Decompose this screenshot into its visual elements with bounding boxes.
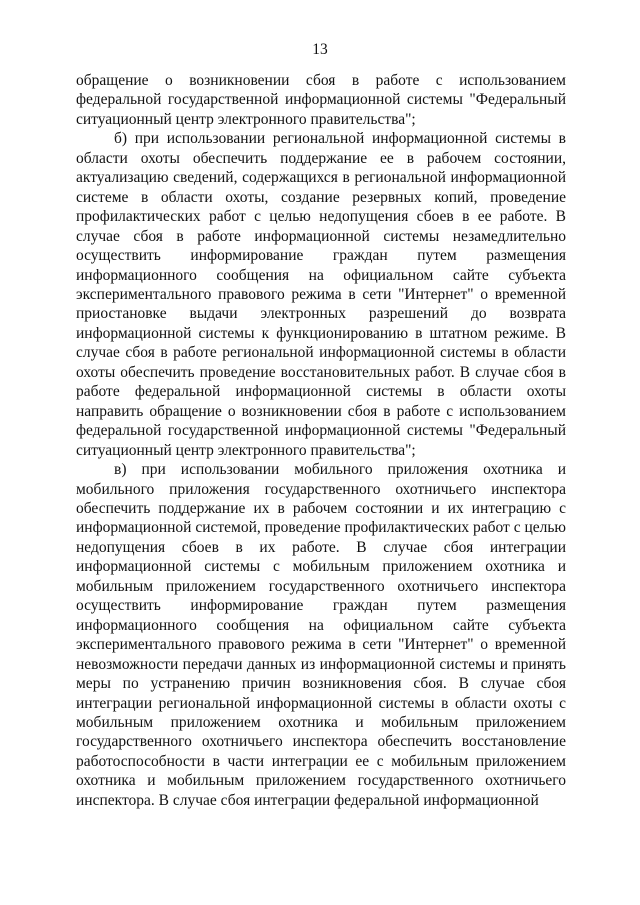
paragraph-continuation: обращение о возникновении сбоя в работе с использованием федеральной государственной информационной системы "Федеральный ситуационный центр электронного правительства"; <box>76 72 566 128</box>
paragraph-item-v: в) при использовании мобильного приложения охотника и мобильного приложения государственного охотничьего инспектора обеспечить поддержание их в рабочем состоянии и их интеграцию с информационной системой, проведение профилактических работ с целью недопущения сбоев в их работе. В случае сбоя интеграции информационной системы с мобильным приложением охотника и мобильным приложением государственного охотничьего инспектора осуществить информирование граждан путем размещения информационного сообщения на официальном сайте субъекта экспериментального правового режима в сети "Интернет" о временной невозможности передачи данных из информационной системы и принять меры по устранению причин возникновения сбоя. В случае сбоя интеграции региональной информационной системы в области охоты с мобильным приложением охотника и мобильным приложением государственного охотничьего инспектора обеспечить восстановление работоспособности в части интеграции ее с мобильным приложением охотника и мобильным приложением государственного охотничьего инспектора. В случае сбоя интеграции федеральной информационной <box>76 461 567 809</box>
document-body <box>76 71 566 810</box>
page-number: 13 <box>312 41 328 58</box>
paragraph-item-b: б) при использовании региональной информационной системы в области охоты обеспечить поддержание ее в рабочем состоянии, актуализацию сведений, содержащихся в региональной информационной системе в области охоты, создание резервных копий, проведение профилактических работ с целью недопущения сбоев в ее работе. В случае сбоя в работе информационной системы незамедлительно осуществить информирование граждан путем размещения информационного сообщения на официальном сайте субъекта экспериментального правового режима в сети "Интернет" о временной приостановке выдачи электронных разрешений до возврата информационной системы к функционированию в штатном режиме. В случае сбоя в работе региональной информационной системы в области охоты обеспечить проведение восстановительных работ. В случае сбоя в работе федеральной информационной системы в области охоты направить обращение о возникновении сбоя в работе с использованием федеральной государственной информационной системы "Федеральный ситуационный центр электронного правительства"; <box>76 130 566 459</box>
